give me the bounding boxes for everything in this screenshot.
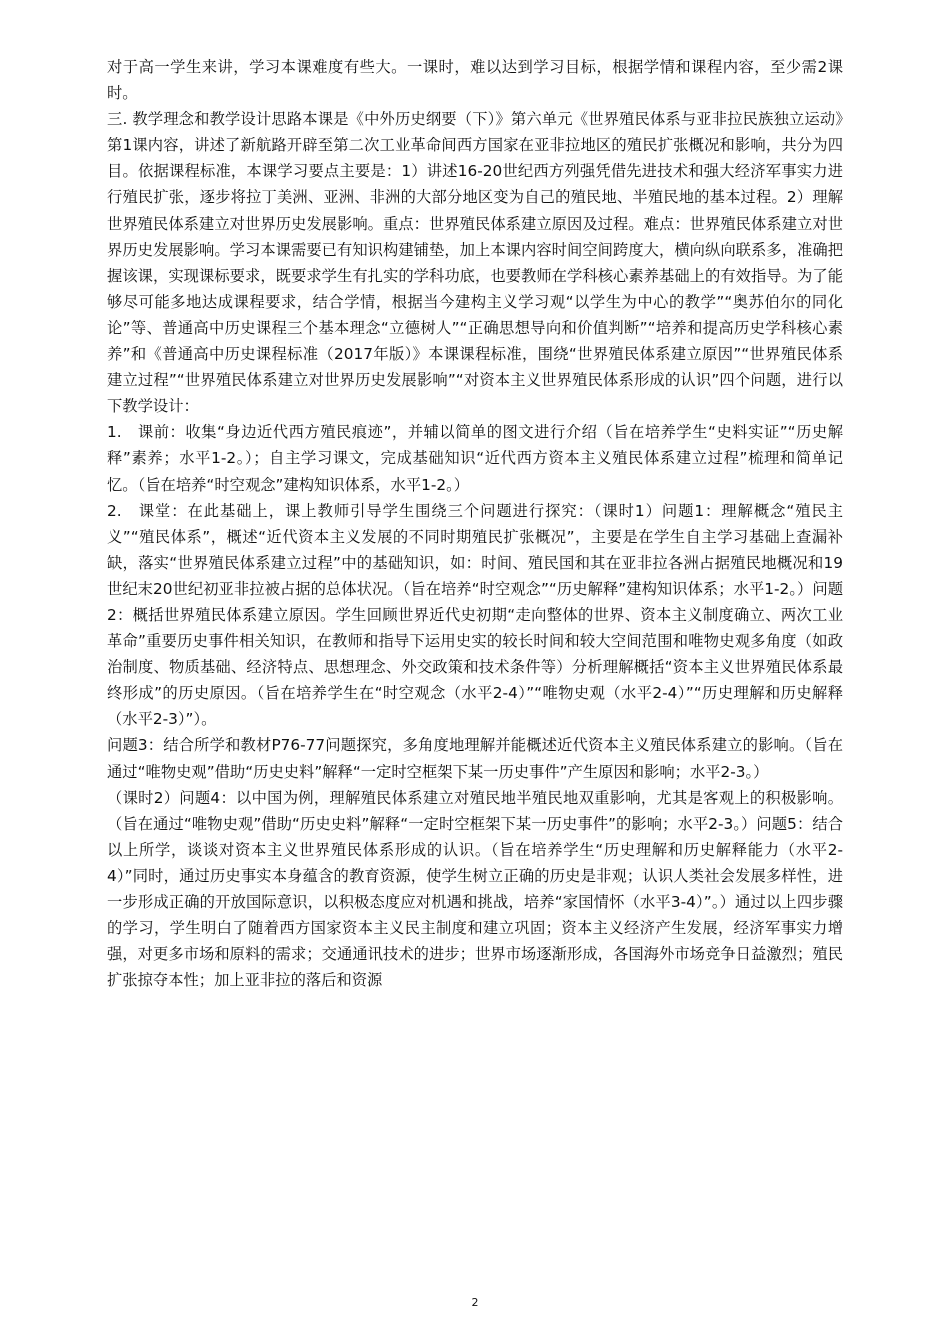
paragraph-teaching-philosophy: 三. 教学理念和教学设计思路本课是《中外历史纲要（下）》第六单元《世界殖民体系与亚非拉民族独立运动》第1课内容，讲述了新航路开辟至第二次工业革命间西方国家在亚非拉地区的殖民扩张概况和影响，共分为四目。依据课程标准，本课学习要点主要是：1）讲述16-20世纪西方列强凭借先进技术和强大经济军事实力进行殖民扩张，逐步将拉丁美洲、亚洲、非洲的大部分地区变为自己的殖民地、半殖民地的基本过程。2）理解世界殖民体系建立对世界历史发展影响。重点：世界殖民体系建立原因及过程。难点：世界殖民体系建立对世界历史发展影响。学习本课需要已有知识构建铺垫，加上本课内容时间空间跨度大，横向纵向联系多，准确把握该课，实现课标要求，既要求学生有扎实的学科功底，也要教师在学科核心素养基础上的有效指导。为了能够尽可能多地达成课程要求，结合学情，根据当今建构主义学习观“以学生为中心的教学”“奥苏伯尔的同化论”等、普通高中历史课程三个基本理念“立德树人”“正确思想导向和价值判断”“培养和提高历史学科核心素养”和《普通高中历史课程标准（2017年版）》本课课程标准，围绕“世界殖民体系建立原因”“世界殖民体系建立过程”“世界殖民体系建立对世界历史发展影响”“对资本主义世界殖民体系形成的认识”四个问题，进行以下教学设计： [107,110,843,416]
document-body [107,54,843,993]
paragraph-in-class: 2. 课堂：在此基础上，课上教师引导学生围绕三个问题进行探究：（课时1）问题1：理解概念“殖民主义”“殖民体系”，概述“近代资本主义发展的不同时期殖民扩张概况”，主要是在学生自主学习基础上查漏补缺，落实“世界殖民体系建立过程”中的基础知识，如：时间、殖民国和其在亚非拉各洲占据殖民地概况和19世纪末20世纪初亚非拉被占据的总体状况。（旨在培养“时空观念”“历史解释”建构知识体系；水平1-2。）问题2：概括世界殖民体系建立原因。学生回顾世界近代史初期“走向整体的世界、资本主义制度确立、两次工业革命”重要历史事件相关知识，在教师和指导下运用史实的较长时间和较大空间范围和唯物史观多角度（如政治制度、物质基础、经济特点、思想理念、外交政策和技术条件等）分析理解概括“资本主义世界殖民体系最终形成”的历史原因。（旨在培养学生在“时空观念（水平2-4）”“唯物史观（水平2-4）”“历史理解和历史解释（水平2-3）”）。 [107,501,843,729]
page-number: 2 [471,1296,479,1309]
paragraph-class-hours: 对于高一学生来讲，学习本课难度有些大。一课时，难以达到学习目标，根据学情和课程内容，至少需2课时。 [107,58,843,103]
paragraph-question-3: 问题3：结合所学和教材P76-77问题探究，多角度地理解并能概述近代资本主义殖民体系建立的影响。（旨在通过“唯物史观”借助“历史史料”解释“一定时空框架下某一历史事件”产生原因和影响；水平2-3。） [107,736,843,781]
paragraph-second-period: （课时2）问题4：以中国为例，理解殖民体系建立对殖民地半殖民地双重影响，尤其是客观上的积极影响。（旨在通过“唯物史观”借助“历史史料”解释“一定时空框架下某一历史事件”的影响；水平2-3。）问题5：结合以上所学，谈谈对资本主义世界殖民体系形成的认识。（旨在培养学生“历史理解和历史解释能力（水平2-4）”同时，通过历史事实本身蕴含的教育资源，使学生树立正确的历史是非观；认识人类社会发展多样性，进一步形成正确的开放国际意识，以积极态度应对机遇和挑战，培养“家国情怀（水平3-4）”。）通过以上四步骤的学习，学生明白了随着西方国家资本主义民主制度和建立巩固；资本主义经济产生发展，经济军事实力增强，对更多市场和原料的需求；交通通讯技术的进步；世界市场逐渐形成，各国海外市场竞争日益激烈；殖民扩张掠夺本性；加上亚非拉的落后和资源 [107,788,843,990]
paragraph-before-class: 1. 课前：收集“身边近代西方殖民痕迹”，并辅以简单的图文进行介绍（旨在培养学生“史料实证”“历史解释”素养；水平1-2。）；自主学习课文，完成基础知识“近代西方资本主义殖民体系建立过程”梳理和简单记忆。（旨在培养“时空观念”建构知识体系，水平1-2。） [107,423,843,494]
